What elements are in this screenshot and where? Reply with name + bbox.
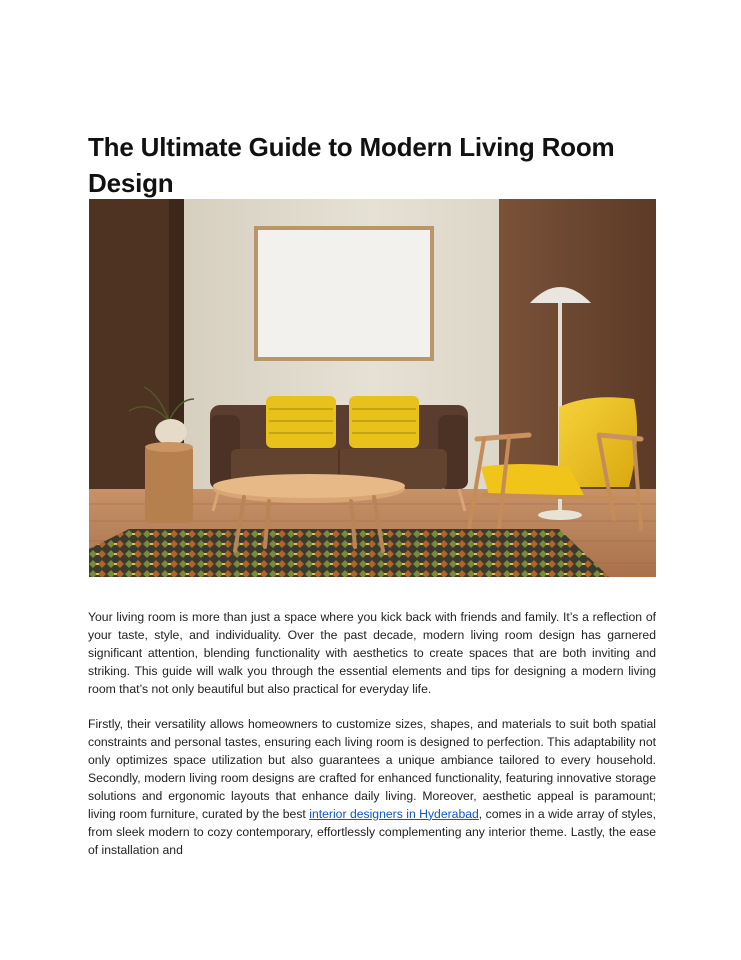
page-title: The Ultimate Guide to Modern Living Room Design <box>88 132 615 199</box>
hero-image <box>89 199 656 577</box>
versatility-paragraph <box>88 716 656 859</box>
living-room-illustration <box>89 199 656 577</box>
intro-paragraph: Your living room is more than just a space where you kick back with friends and family. It’s a reflection of your taste, style, and individuality. Over the past decade, modern living room design has garnered significant attention, blending functionality with aesthetics to create spaces that are both inviting and striking. This guide will walk you through the essential elements and tips for designing a modern living room that’s not only beautiful but also practical for everyday life. <box>88 610 656 696</box>
paragraph-text-part: Firstly, their versatility allows homeowners to customize sizes, shapes, and materials to suit both spatial constraints and personal tastes, ensuring each living room is designed to perfection. This adaptability not only optimizes space utilization but also guarantees a unique ambiance tailored to every household. Secondly, modern living room designs are crafted for enhanced functionality, featuring innovative storage solutions and ergonomic layouts that enhance daily living. Moreover, aesthetic appeal is paramount; living room furniture, curated by the best <box>88 717 656 821</box>
paragraph-text-part: , comes in a wide array of styles, from sleek modern to cozy contemporary, effortlessly complementing any interior theme. Lastly, the ease of installation and <box>88 806 656 857</box>
interior-designers-link[interactable]: interior designers in Hyderabad <box>309 806 479 821</box>
